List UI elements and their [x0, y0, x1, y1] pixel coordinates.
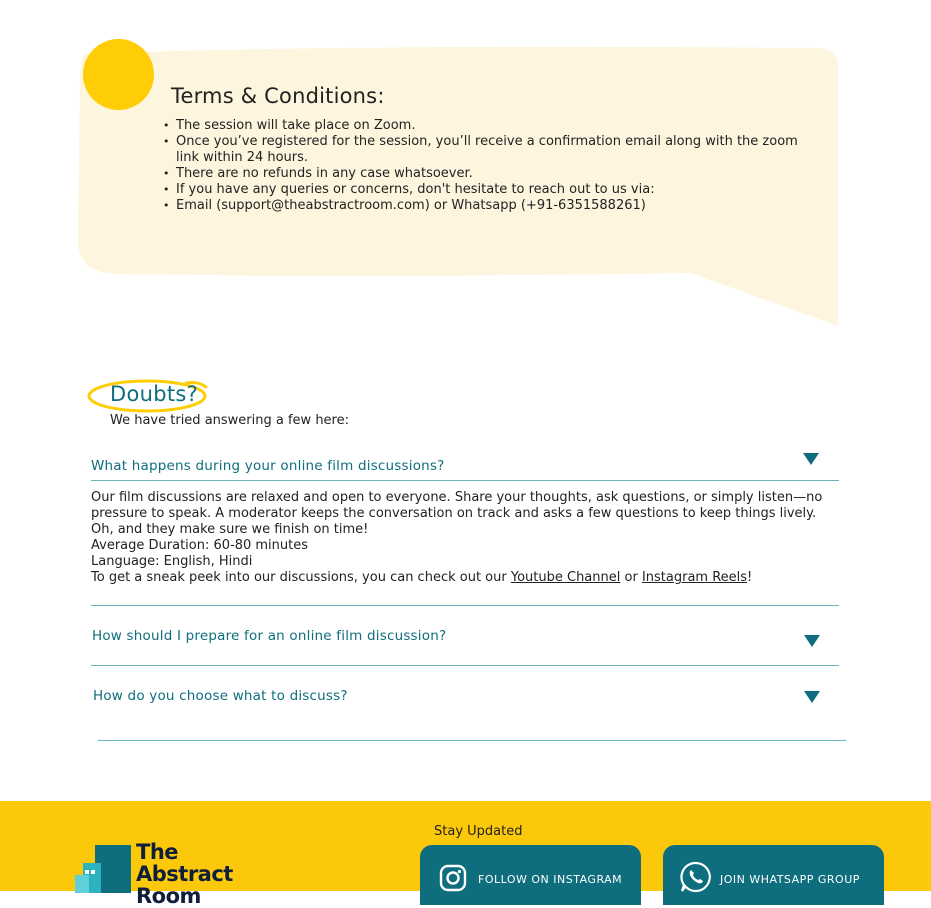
- logo-line: The: [136, 840, 179, 864]
- chevron-down-icon[interactable]: [803, 453, 819, 465]
- terms-item: • There are no refunds in any case whatsoever.: [163, 166, 803, 182]
- doubts-subtitle: We have tried answering a few here:: [110, 413, 349, 428]
- faq-question-2[interactable]: How should I prepare for an online film discussion?: [92, 628, 447, 644]
- faq-divider: [91, 665, 839, 666]
- faq-answer-peek: [91, 570, 839, 586]
- whatsapp-icon: [679, 860, 713, 894]
- stay-updated-label: Stay Updated: [434, 824, 523, 839]
- terms-list: [163, 118, 803, 214]
- faq-divider: [98, 740, 846, 741]
- footer: [0, 801, 931, 908]
- chevron-down-icon[interactable]: [804, 635, 820, 647]
- terms-item: • Once you’ve registered for the session, you’ll receive a confirmation email along with the zoom link within 24 hours.: [163, 134, 803, 166]
- peek-or: or: [620, 570, 642, 585]
- faq-divider: [91, 605, 839, 606]
- terms-item: • The session will take place on Zoom.: [163, 118, 803, 134]
- faq-question-3[interactable]: How do you choose what to discuss?: [93, 688, 348, 704]
- follow-instagram-button[interactable]: [420, 845, 641, 905]
- youtube-channel-link[interactable]: Youtube Channel: [510, 570, 621, 585]
- faq-answer-text: Our film discussions are relaxed and open to everyone. Share your thoughts, ask questions, or simply listen—no pressure to speak. A moderator keeps the conversation on track and asks a few questions to keep things lively. Oh, and they make sure we finish on time!: [91, 490, 823, 537]
- instagram-button-label: FOLLOW ON INSTAGRAM: [478, 873, 623, 886]
- faq-question-1[interactable]: What happens during your online film discussions?: [91, 458, 445, 474]
- chevron-down-icon[interactable]: [804, 691, 820, 703]
- peek-prefix: To get a sneak peek into our discussions, you can check out our: [91, 570, 511, 585]
- instagram-reels-link[interactable]: Instagram Reels: [641, 570, 748, 585]
- logo-line: Room: [136, 884, 201, 908]
- logo-wordmark: [136, 841, 233, 907]
- logo-mark: [73, 843, 133, 893]
- accent-dot: [83, 39, 154, 110]
- peek-suffix: !: [747, 570, 753, 585]
- join-whatsapp-button[interactable]: [663, 845, 884, 905]
- logo-line: Abstract: [136, 862, 233, 886]
- terms-title: Terms & Conditions:: [171, 84, 385, 108]
- faq-answer-duration: Average Duration: 60-80 minutes: [91, 538, 309, 553]
- instagram-icon: [439, 864, 467, 892]
- terms-item: • If you have any queries or concerns, don't hesitate to reach out to us via:: [163, 182, 803, 198]
- doubts-title: Doubts?: [110, 382, 199, 406]
- faq-answer-language: Language: English, Hindi: [91, 554, 253, 569]
- whatsapp-button-label: JOIN WHATSAPP GROUP: [720, 873, 860, 886]
- faq-divider: [91, 480, 839, 481]
- faq-answer-1: [91, 490, 839, 586]
- terms-item-contact: • Email (support@theabstractroom.com) or Whatsapp (+91-6351588261): [163, 198, 803, 214]
